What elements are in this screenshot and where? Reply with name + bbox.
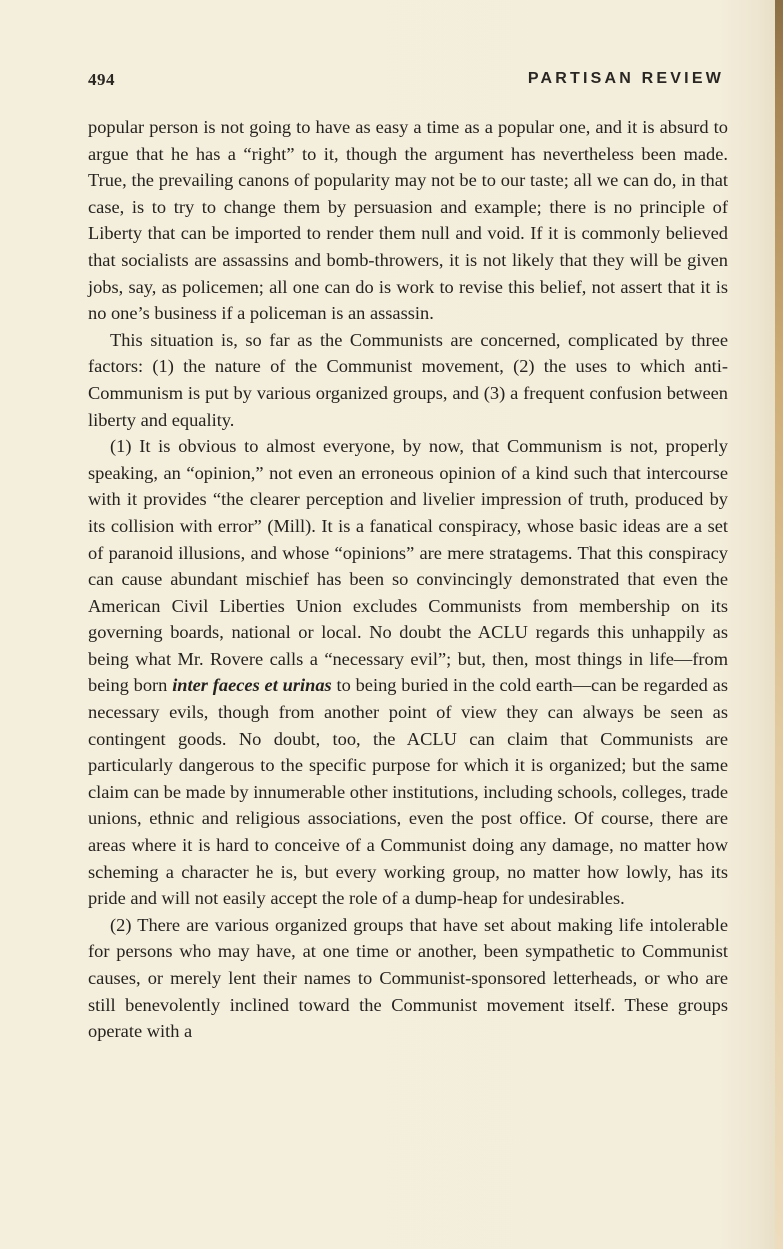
body-text [88, 114, 728, 1045]
paragraph-2: This situation is, so far as the Communists are concerned, complicated by three factors: (1) the nature of the Communist movement, (2) the uses to which anti-Communism is put by various organized groups, and (3) a frequent confusion between liberty and equality. [88, 329, 728, 430]
latin-phrase: inter faeces et urinas [172, 675, 332, 696]
page-edge-shadow [775, 0, 783, 1249]
paragraph-1: popular person is not going to have as easy a time as a popular one, and it is absurd to argue that he has a “right” to it, though the argument has nevertheless been made. True, the prevailing canons of popularity may not be to our taste; all we can do, in that case, is to try to change them by persuasion and example; there is no principle of Liberty that can be imported to render them null and void. If it is commonly believed that socialists are assassins and bomb-throwers, it is not likely that they will be given jobs, say, as policemen; all one can do is work to revise this belief, not assert that it is no one’s business if a policeman is an assassin. [88, 117, 728, 324]
paragraph-3-before: (1) It is obvious to almost everyone, by now, that Communism is not, properly speaking, an “opinion,” not even an erroneous opinion of a kind such that intercourse with it provides “the clearer perception and livelier impression of truth, produced by its collision with error” (Mill). It is a fanatical conspiracy, whose basic ideas are a set of paranoid illusions, and whose “opinions” are mere stratagems. That this conspiracy can cause abundant mischief has been so convincingly demonstrated that even the American Civil Liberties Union excludes Communists from membership on its governing boards, national or local. No doubt the ACLU regards this unhappily as being what Mr. Rovere calls a “necessary evil”; but, then, most things in life—from being born [88, 436, 728, 696]
paragraph-4: (2) There are various organized groups that have set about making life intolerable for persons who may have, at one time or another, been sympathetic to Communist causes, or merely lent their names to Communist-sponsored letterheads, or who are still benevolently inclined toward the Communist movement itself. These groups operate with a [88, 914, 728, 1042]
paragraph-3 [88, 433, 728, 912]
page-number: 494 [88, 70, 115, 89]
paragraph-3-after: to being buried in the cold earth—can be regarded as necessary evils, though from another point of view they can always be seen as contingent goods. No doubt, too, the ACLU can claim that Communists are particularly dangerous to the specific purpose for which it is organized; but the same claim can be made by innumerable other institutions, including schools, colleges, trade unions, ethnic and religious associations, even the post office. Of course, there are areas where it is hard to conceive of a Communist doing any damage, no matter how scheming a character he is, but every working group, no matter how lowly, has its pride and will not easily accept the role of a dump-heap for undesirables. [88, 675, 728, 909]
page-header [88, 70, 728, 94]
running-head: PARTISAN REVIEW [527, 70, 724, 87]
